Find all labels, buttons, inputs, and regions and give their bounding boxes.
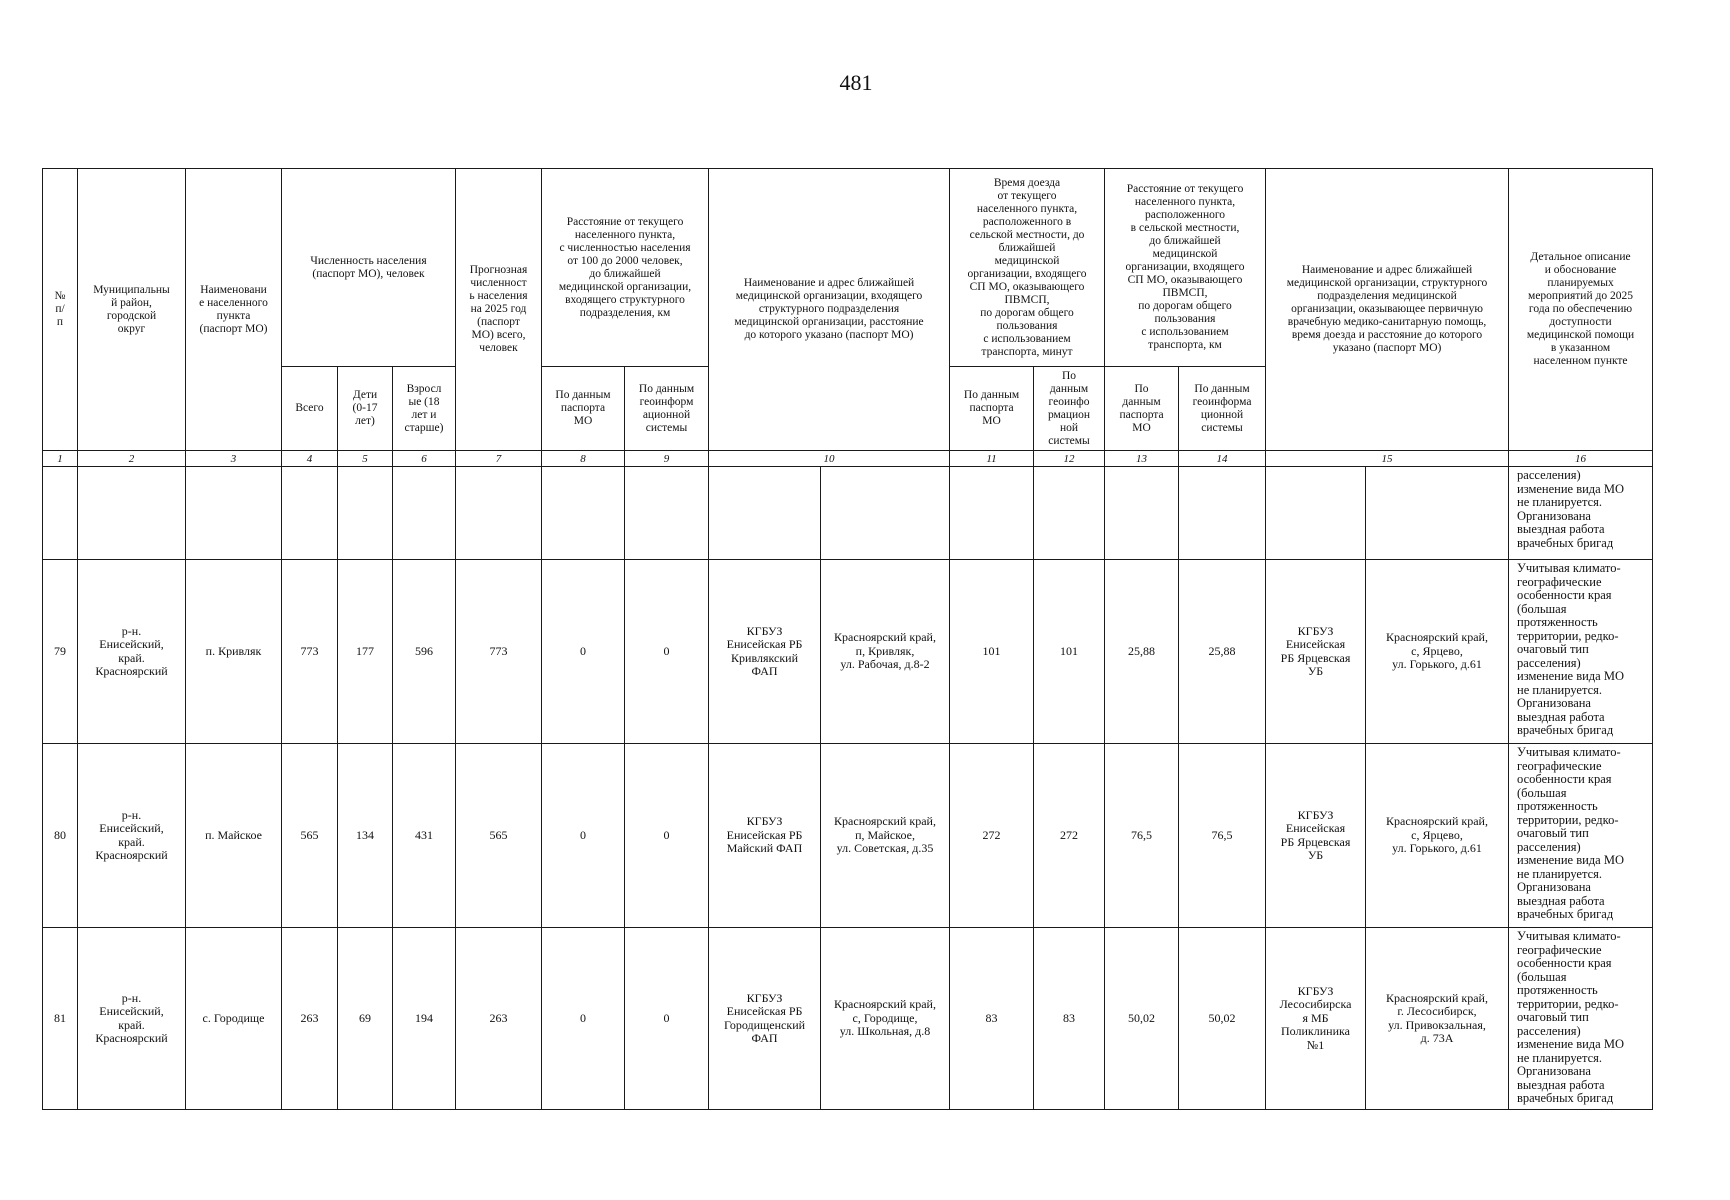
cell-road-distance-gis: 76,5: [1179, 744, 1266, 928]
cell-row-number: 80: [43, 744, 78, 928]
cell-description: Учитывая климато- географические особенности края (большая протяженность территории, редко- очаговый тип расселения) изменение вида МО не планируется. Организована выездная работа врачебных бригад: [1509, 928, 1653, 1110]
column-number-9: 9: [625, 451, 709, 467]
header-travel-time-passport: По данным паспорта МО: [950, 367, 1034, 451]
cell-pvmsp-mo-name: КГБУЗ Енисейская РБ Ярцевская УБ: [1266, 744, 1366, 928]
header-municipal-district: Муниципальны й район, городской округ: [78, 169, 186, 451]
cell-population-adults: 431: [393, 744, 456, 928]
column-number-2: 2: [78, 451, 186, 467]
cell-road-distance-gis: 50,02: [1179, 928, 1266, 1110]
cell-population-adults: [393, 467, 456, 560]
cell-distance-gis: 0: [625, 928, 709, 1110]
header-population-children: Дети (0-17 лет): [338, 367, 393, 451]
cell-distance-gis: 0: [625, 560, 709, 744]
cell-nearest-mo-name: КГБУЗ Енисейская РБ Майский ФАП: [709, 744, 821, 928]
cell-settlement: [186, 467, 282, 560]
cell-road-distance-passport: 76,5: [1105, 744, 1179, 928]
cell-population-total: 263: [282, 928, 338, 1110]
cell-road-distance-passport: 25,88: [1105, 560, 1179, 744]
cell-population-children: 134: [338, 744, 393, 928]
cell-distance-passport: [542, 467, 625, 560]
cell-pvmsp-mo-name: КГБУЗ Лесосибирска я МБ Поликлиника №1: [1266, 928, 1366, 1110]
cell-travel-time-passport: 83: [950, 928, 1034, 1110]
cell-road-distance-gis: [1179, 467, 1266, 560]
header-row-main: [43, 169, 1653, 367]
column-number-11: 11: [950, 451, 1034, 467]
cell-road-distance-passport: 50,02: [1105, 928, 1179, 1110]
cell-population-total: 773: [282, 560, 338, 744]
cell-population-forecast: [456, 467, 542, 560]
table-row-continuation: [43, 467, 1653, 560]
column-number-15: 15: [1266, 451, 1509, 467]
cell-settlement: п. Майское: [186, 744, 282, 928]
cell-district: [78, 467, 186, 560]
cell-distance-gis: [625, 467, 709, 560]
cell-travel-time-gis: 83: [1034, 928, 1105, 1110]
header-row-number: № п/ п: [43, 169, 78, 451]
page-number: 481: [839, 70, 873, 95]
cell-nearest-mo-address: Красноярский край, п, Кривляк, ул. Рабочая, д.8-2: [821, 560, 950, 744]
cell-row-number: [43, 467, 78, 560]
cell-district: р-н. Енисейский, край. Красноярский: [78, 928, 186, 1110]
column-number-1: 1: [43, 451, 78, 467]
table-row: [43, 928, 1653, 1110]
cell-pvmsp-mo-address: Красноярский край, с, Ярцево, ул. Горького, д.61: [1366, 560, 1509, 744]
column-number-10: 10: [709, 451, 950, 467]
header-road-distance-gis: По данным геоинформа ционной системы: [1179, 367, 1266, 451]
cell-population-forecast: 565: [456, 744, 542, 928]
cell-nearest-mo-address: Красноярский край, п, Майское, ул. Советская, д.35: [821, 744, 950, 928]
table-row: [43, 744, 1653, 928]
cell-distance-gis: 0: [625, 744, 709, 928]
column-number-4: 4: [282, 451, 338, 467]
cell-pvmsp-mo-name: КГБУЗ Енисейская РБ Ярцевская УБ: [1266, 560, 1366, 744]
cell-settlement: п. Кривляк: [186, 560, 282, 744]
cell-population-forecast: 773: [456, 560, 542, 744]
table-row: [43, 560, 1653, 744]
column-number-8: 8: [542, 451, 625, 467]
cell-road-distance-passport: [1105, 467, 1179, 560]
cell-description: Учитывая климато- географические особенности края (большая протяженность территории, редко- очаговый тип расселения) изменение вида МО не планируется. Организована выездная работа врачебных бригад: [1509, 744, 1653, 928]
header-population-group: Численность населения (паспорт МО), человек: [282, 169, 456, 367]
header-planned-measures-description: Детальное описание и обоснование планируемых мероприятий до 2025 года по обеспечению доступности медицинской помощи в указанном населенном пункте: [1509, 169, 1653, 451]
column-number-7: 7: [456, 451, 542, 467]
cell-district: р-н. Енисейский, край. Красноярский: [78, 744, 186, 928]
header-distance-gis: По данным геоинформ ационной системы: [625, 367, 709, 451]
cell-pvmsp-mo-name: [1266, 467, 1366, 560]
cell-population-children: 177: [338, 560, 393, 744]
cell-population-adults: 194: [393, 928, 456, 1110]
column-number-12: 12: [1034, 451, 1105, 467]
cell-description: Учитывая климато- географические особенности края (большая протяженность территории, редко- очаговый тип расселения) изменение вида МО не планируется. Организована выездная работа врачебных бригад: [1509, 560, 1653, 744]
cell-nearest-mo-name: [709, 467, 821, 560]
cell-travel-time-gis: 272: [1034, 744, 1105, 928]
cell-pvmsp-mo-address: [1366, 467, 1509, 560]
header-road-distance-passport: По данным паспорта МО: [1105, 367, 1179, 451]
header-travel-time-group: Время доезда от текущего населенного пункта, расположенного в сельской местности, до ближайшей медицинской организации, входящего СП МО, оказывающего ПВМСП, по дорогам общего пользования с использованием транспорта, минут: [950, 169, 1105, 367]
cell-nearest-mo-address: [821, 467, 950, 560]
cell-travel-time-gis: 101: [1034, 560, 1105, 744]
header-population-adults: Взросл ые (18 лет и старше): [393, 367, 456, 451]
cell-pvmsp-mo-address: Красноярский край, с, Ярцево, ул. Горького, д.61: [1366, 744, 1509, 928]
header-road-distance-group: Расстояние от текущего населенного пункта, расположенного в сельской местности, до ближайшей медицинской организации, входящего СП МО, оказывающего ПВМСП, по дорогам общего пользования с использованием транспорта, км: [1105, 169, 1266, 367]
column-number-6: 6: [393, 451, 456, 467]
column-numbers-row: [43, 451, 1653, 467]
cell-distance-passport: 0: [542, 928, 625, 1110]
header-population-total: Всего: [282, 367, 338, 451]
cell-settlement: с. Городище: [186, 928, 282, 1110]
column-number-16: 16: [1509, 451, 1653, 467]
cell-nearest-mo-address: Красноярский край, с, Городище, ул. Школьная, д.8: [821, 928, 950, 1110]
data-table: [42, 168, 1653, 1110]
cell-population-children: 69: [338, 928, 393, 1110]
cell-travel-time-gis: [1034, 467, 1105, 560]
column-number-5: 5: [338, 451, 393, 467]
cell-travel-time-passport: 101: [950, 560, 1034, 744]
header-travel-time-gis: По данным геоинфо рмацион ной системы: [1034, 367, 1105, 451]
header-distance-passport: По данным паспорта МО: [542, 367, 625, 451]
cell-distance-passport: 0: [542, 744, 625, 928]
cell-nearest-mo-name: КГБУЗ Енисейская РБ Кривлякский ФАП: [709, 560, 821, 744]
cell-row-number: 79: [43, 560, 78, 744]
cell-population-forecast: 263: [456, 928, 542, 1110]
column-number-14: 14: [1179, 451, 1266, 467]
header-settlement-name: Наименовани е населенного пункта (паспорт МО): [186, 169, 282, 451]
cell-district: р-н. Енисейский, край. Красноярский: [78, 560, 186, 744]
header-population-forecast-2025: Прогнозная численност ь населения на 2025 год (паспорт МО) всего, человек: [456, 169, 542, 451]
cell-population-adults: 596: [393, 560, 456, 744]
cell-population-total: 565: [282, 744, 338, 928]
cell-travel-time-passport: 272: [950, 744, 1034, 928]
cell-travel-time-passport: [950, 467, 1034, 560]
header-distance-to-nearest-mo-group: Расстояние от текущего населенного пункта, с численностью населения от 100 до 2000 человек, до ближайшей медицинской организации, входящего структурного подразделения, км: [542, 169, 709, 367]
header-nearest-mo-name-address: Наименование и адрес ближайшей медицинской организации, входящего структурного подразделения медицинской организации, расстояние до которого указано (паспорт МО): [709, 169, 950, 451]
column-number-13: 13: [1105, 451, 1179, 467]
header-pvmsp-mo-name-address: Наименование и адрес ближайшей медицинской организации, структурного подразделения медицинской организации, оказывающее первичную врачебную медико-санитарную помощь, время доезда и расстояние до которого указано (паспорт МО): [1266, 169, 1509, 451]
cell-population-total: [282, 467, 338, 560]
cell-description: расселения) изменение вида МО не планируется. Организована выездная работа врачебных бригад: [1509, 467, 1653, 560]
cell-pvmsp-mo-address: Красноярский край, г. Лесосибирск, ул. Привокзальная, д. 73А: [1366, 928, 1509, 1110]
cell-row-number: 81: [43, 928, 78, 1110]
cell-nearest-mo-name: КГБУЗ Енисейская РБ Городищенский ФАП: [709, 928, 821, 1110]
cell-population-children: [338, 467, 393, 560]
cell-road-distance-gis: 25,88: [1179, 560, 1266, 744]
column-number-3: 3: [186, 451, 282, 467]
cell-distance-passport: 0: [542, 560, 625, 744]
